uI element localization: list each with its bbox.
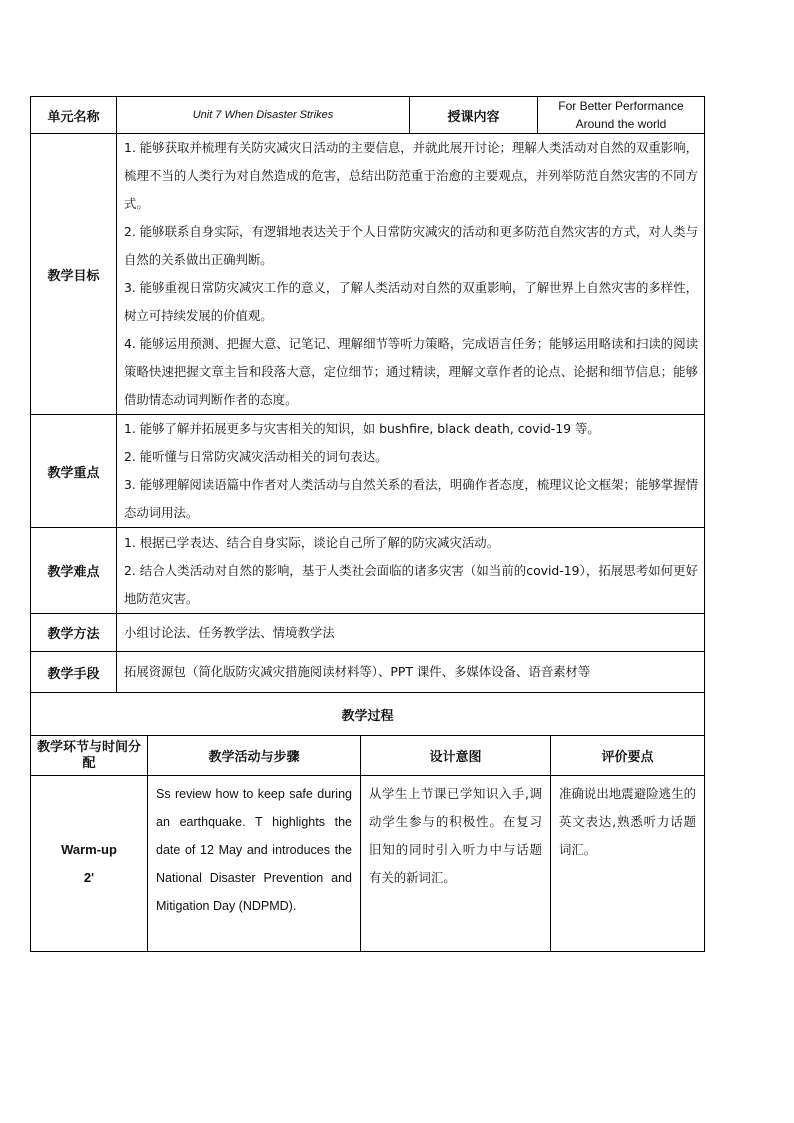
warmup-row: [31, 776, 705, 952]
unit-value: Unit 7 When Disaster Strikes: [117, 97, 410, 134]
objective-item: 2. 能够联系自身实际，有逻辑地表达关于个人日常防灾减灾的活动和更多防范自然灾害的方式，对人类与自然的关系做出正确判断。: [124, 224, 698, 267]
difficulties-row: [31, 528, 705, 614]
methods-content: 小组讨论法、任务教学法、情境教学法: [117, 614, 705, 652]
difficulties-label: 教学难点: [31, 528, 117, 614]
key-points-label: 教学重点: [31, 415, 117, 528]
key-points-row: [31, 415, 705, 528]
col-stage-time: 教学环节与时间分配: [31, 736, 148, 776]
col-activity: 教学活动与步骤: [148, 736, 361, 776]
objective-item: 1. 能够获取并梳理有关防灾减灾日活动的主要信息，并就此展开讨论；理解人类活动对自然的双重影响，梳理不当的人类行为对自然造成的危害，总结出防范重于治愈的主要观点，并列举防范自然灾害的不同方式。: [124, 140, 698, 211]
means-row: [31, 652, 705, 693]
process-header-row: [31, 736, 705, 776]
process-table: [30, 735, 705, 952]
means-label: 教学手段: [31, 652, 117, 693]
objective-item: 3. 能够重视日常防灾减灾工作的意义，了解人类活动对自然的双重影响，了解世界上自然灾害的多样性，树立可持续发展的价值观。: [124, 280, 698, 323]
difficulty-item: 2. 结合人类活动对自然的影响，基于人类社会面临的诸多灾害（如当前的covid-19），拓展思考如何更好地防范灾害。: [124, 562, 698, 606]
objective-item: 4. 能够运用预测、把握大意、记笔记、理解细节等听力策略，完成语言任务；能够运用略读和扫读的阅读策略快速把握文章主旨和段落大意，定位细节；通过精读，理解文章作者的论点、论据和细节信息；能够借助情态动词判断作者的态度。: [124, 336, 698, 407]
methods-label: 教学方法: [31, 614, 117, 652]
process-title: 教学过程: [31, 693, 705, 736]
objectives-content: [117, 134, 705, 415]
key-point-item: 2. 能听懂与日常防灾减灾活动相关的词句表达。: [124, 449, 388, 464]
objectives-label: 教学目标: [31, 134, 117, 415]
content-value: For Better Performance Around the world: [538, 97, 705, 134]
activity-cell: Ss review how to keep safe during an earthquake. T highlights the date of 12 May and introduces the National Disaster Prevention and Mitigation Day (NDPMD).: [148, 776, 361, 952]
means-content: 拓展资源包（简化版防灾减灾措施阅读材料等）、PPT 课件、多媒体设备、语音素材等: [117, 652, 705, 693]
difficulties-content: [117, 528, 705, 614]
header-row: [31, 97, 705, 134]
evaluation-cell: 准确说出地震避险逃生的英文表达,熟悉听力话题词汇。: [551, 776, 705, 952]
content-label: 授课内容: [410, 97, 538, 134]
difficulty-item: 1. 根据已学表达、结合自身实际，谈论自己所了解的防灾减灾活动。: [124, 534, 500, 550]
stage-name: Warm-up: [61, 841, 117, 857]
key-point-item: 3. 能够理解阅读语篇中作者对人类活动与自然关系的看法，明确作者态度，梳理议论文框架；能够掌握情态动词用法。: [124, 477, 698, 520]
intent-cell: 从学生上节课已学知识入手,调动学生参与的积极性。在复习旧知的同时引入听力中与话题有关的新词汇。: [361, 776, 551, 952]
unit-label: 单元名称: [31, 97, 117, 134]
stage-cell: [31, 776, 148, 952]
key-point-item: 1. 能够了解并拓展更多与灾害相关的知识，如 bushfire, black death, covid-19 等。: [124, 421, 600, 436]
process-title-row: [31, 693, 705, 736]
col-evaluation: 评价要点: [551, 736, 705, 776]
key-points-content: [117, 415, 705, 528]
lesson-overview-table: [30, 96, 705, 736]
objectives-row: [31, 134, 705, 415]
col-intent: 设计意图: [361, 736, 551, 776]
stage-time: 2': [83, 869, 95, 885]
methods-row: [31, 614, 705, 652]
